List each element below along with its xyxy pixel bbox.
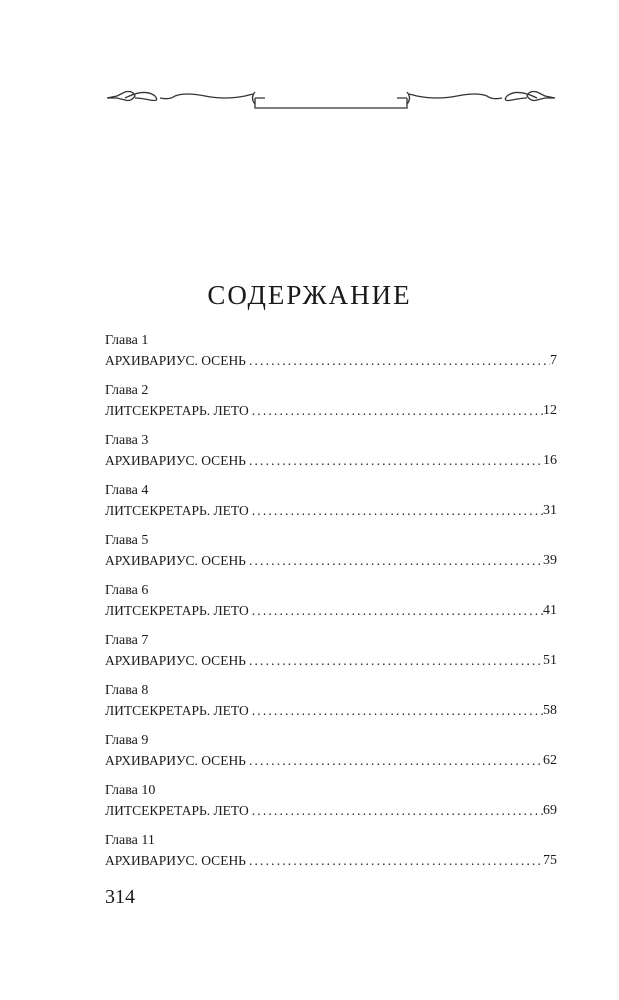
chapter-label: Глава 8 [105,683,149,698]
toc-entry[interactable] [105,631,557,681]
toc-entry[interactable] [105,581,557,631]
chapter-label: Глава 5 [105,533,149,548]
chapter-title: ЛИТСЕКРЕТАРЬ. ЛЕТО [105,803,249,818]
toc-entry[interactable] [105,531,557,581]
decorative-ornament-icon [105,86,557,116]
chapter-label: Глава 9 [105,733,149,748]
toc-entry[interactable] [105,331,557,381]
chapter-page: 41 [543,603,557,618]
page-title: СОДЕРЖАНИЕ [207,280,412,310]
chapter-label: Глава 2 [105,383,149,398]
toc-entry[interactable] [105,681,557,731]
chapter-label: Глава 10 [105,783,156,798]
dot-leader [249,701,543,721]
chapter-page: 16 [543,453,557,468]
chapter-title: ЛИТСЕКРЕТАРЬ. ЛЕТО [105,603,249,618]
chapter-label: Глава 11 [105,833,155,848]
chapter-title: ЛИТСЕКРЕТАРЬ. ЛЕТО [105,703,249,718]
dot-leader [246,751,543,771]
toc-entry[interactable] [105,731,557,781]
dot-leader [249,501,543,521]
dot-leader [246,351,550,371]
chapter-title: АРХИВАРИУС. ОСЕНЬ [105,653,246,668]
toc-entry[interactable] [105,431,557,481]
table-of-contents [105,331,557,881]
chapter-label: Глава 7 [105,633,149,648]
chapter-page: 39 [543,553,557,568]
toc-entry[interactable] [105,831,557,881]
chapter-page: 69 [543,803,557,818]
chapter-label: Глава 6 [105,583,149,598]
chapter-title: ЛИТСЕКРЕТАРЬ. ЛЕТО [105,403,249,418]
chapter-label: Глава 3 [105,433,149,448]
page-number: 314 [105,886,135,908]
chapter-page: 58 [543,703,557,718]
chapter-page: 75 [543,853,557,868]
chapter-title: АРХИВАРИУС. ОСЕНЬ [105,753,246,768]
dot-leader [246,451,543,471]
chapter-page: 12 [543,403,557,418]
chapter-title: ЛИТСЕКРЕТАРЬ. ЛЕТО [105,503,249,518]
chapter-title: АРХИВАРИУС. ОСЕНЬ [105,353,246,368]
dot-leader [246,651,543,671]
chapter-title: АРХИВАРИУС. ОСЕНЬ [105,553,246,568]
dot-leader [249,601,543,621]
chapter-title: АРХИВАРИУС. ОСЕНЬ [105,453,246,468]
toc-entry[interactable] [105,481,557,531]
dot-leader [246,551,543,571]
chapter-label: Глава 1 [105,333,149,348]
chapter-title: АРХИВАРИУС. ОСЕНЬ [105,853,246,868]
chapter-label: Глава 4 [105,483,149,498]
chapter-page: 51 [543,653,557,668]
toc-entry[interactable] [105,781,557,831]
chapter-page: 62 [543,753,557,768]
toc-entry[interactable] [105,381,557,431]
chapter-page: 7 [550,353,557,368]
dot-leader [249,801,543,821]
dot-leader [246,851,543,871]
chapter-page: 31 [543,503,557,518]
dot-leader [249,401,543,421]
